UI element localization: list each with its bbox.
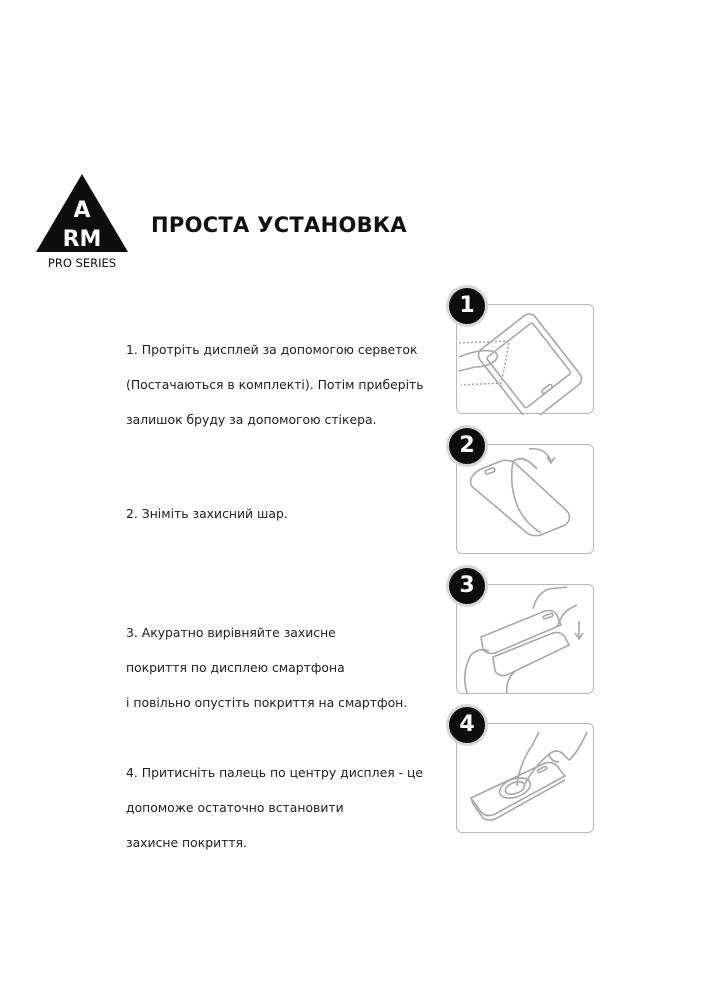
step-2-line-1: 2. Зніміть захисний шар. xyxy=(126,505,288,521)
svg-text:PRO SERIES: PRO SERIES xyxy=(47,256,117,270)
step-1-illustration xyxy=(446,279,596,419)
step-1-badge: 1 xyxy=(446,285,488,327)
step-3-line-1: 3. Акуратно вирівняйте захисне xyxy=(126,624,336,640)
step-4-line-2: допоможе остаточно встановити xyxy=(126,799,344,815)
step-2-badge: 2 xyxy=(446,425,488,467)
step-1-line-2: (Постачаються в комплекті). Потім приберіть xyxy=(126,376,424,392)
svg-text:RM: RM xyxy=(62,227,102,252)
step-4-line-1: 4. Притисніть палець по центру дисплея - це xyxy=(126,764,424,780)
triangle-logo-icon xyxy=(34,172,130,270)
step-1-line-3: залишок бруду за допомогою стікера. xyxy=(126,411,377,427)
step-1-line-1: 1. Протріть дисплей за допомогою серветок xyxy=(126,341,418,357)
page-title: ПРОСТА УСТАНОВКА xyxy=(151,213,407,237)
step-2-illustration xyxy=(446,419,596,559)
step-4-badge: 4 xyxy=(446,704,488,746)
step-3-line-2: покриття по дисплею смартфона xyxy=(126,659,345,675)
step-4-text xyxy=(126,746,423,869)
step-4-line-3: захисне покриття. xyxy=(126,834,247,850)
step-3-badge: 3 xyxy=(446,565,488,607)
svg-text:A: A xyxy=(73,198,91,223)
arm-pro-series-logo xyxy=(34,172,130,270)
step-2-text xyxy=(126,487,288,540)
step-4-illustration xyxy=(446,698,596,838)
step-3-illustration xyxy=(446,559,596,699)
step-3-line-3: і повільно опустіть покриття на смартфон. xyxy=(126,694,408,710)
step-1-text xyxy=(126,323,424,446)
step-3-text xyxy=(126,606,407,729)
